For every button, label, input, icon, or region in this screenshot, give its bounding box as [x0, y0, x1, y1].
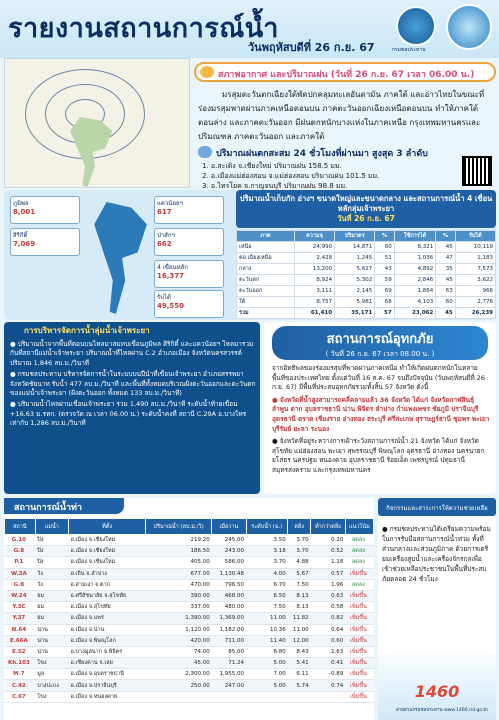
table-cell: วัง: [35, 579, 68, 590]
table-cell: C.67: [5, 691, 36, 702]
dam-card: สิริกิติ์ 7,069: [10, 228, 80, 256]
table-cell: 2,300.00: [146, 669, 212, 680]
table-cell: ยม: [35, 590, 68, 601]
table-cell: Y.3C: [5, 602, 36, 613]
table-cell: 480.00: [212, 602, 246, 613]
table-cell: 711.00: [212, 635, 246, 646]
table-cell: วัง: [35, 568, 68, 579]
table-cell: 0.63: [311, 590, 346, 601]
header-banner: [0, 0, 499, 58]
table-cell: [146, 691, 212, 702]
table-cell: อ.เมือง จ.หนองคาย: [69, 691, 146, 702]
table-cell: [212, 691, 246, 702]
table-cell: อ.เมือง จ.พิษณุโลก: [69, 635, 146, 646]
table-cell: เพิ่มขึ้น: [345, 658, 373, 669]
table-cell: [288, 691, 311, 702]
table-cell: 390.00: [146, 590, 212, 601]
table-cell: G.10: [5, 535, 36, 546]
table-cell: เพิ่มขึ้น: [345, 691, 373, 702]
table-cell: C.42: [5, 680, 36, 691]
table-row: [5, 646, 374, 657]
table-cell: 1.96: [311, 579, 346, 590]
rain-cloud-icon: [198, 146, 212, 158]
reservoir-section: [4, 190, 496, 320]
dam-card: ป่าสักฯ 662: [154, 228, 224, 256]
table-cell: 11.40: [246, 635, 288, 646]
table-cell: 5.74: [288, 680, 311, 691]
table-cell: P.1: [5, 557, 36, 568]
table-row: [5, 635, 374, 646]
table-cell: อ.เถิน จ.ลำปาง: [69, 568, 146, 579]
qr-code-icon[interactable]: [462, 156, 492, 186]
table-cell: อ.เมือง จ.แพร่: [69, 613, 146, 624]
table-cell: 6.50: [246, 590, 288, 601]
table-cell: เพิ่มขึ้น: [345, 635, 373, 646]
side-body: ● กรมชลประทานได้เตรียมความพร้อมในการรับมือสถานการณ์น้ำท่วม ทั้งที่ส่วนกลางและส่วนภูมิภาค ด้วยการเตรียมเครื่องสูบน้ำและเครื่องจักรกลเพื่อเข้าช่วยเหลือประชาชนในพื้นที่ประสบภัยตลอด 24 ชั่วโมง: [382, 525, 491, 583]
table-cell: ปิง: [35, 546, 68, 557]
table-cell: อ.ศรีสัชนาลัย จ.สุโขทัย: [69, 590, 146, 601]
table-cell: 0.20: [311, 535, 346, 546]
table-cell: บางปะกง: [35, 680, 68, 691]
table-cell: Y.37: [5, 613, 36, 624]
table-cell: G.8: [5, 579, 36, 590]
table-cell: 3.70: [246, 557, 288, 568]
table-cell: 3.18: [246, 546, 288, 557]
table-cell: 219.20: [146, 535, 212, 546]
table-cell: 1,120.00: [146, 624, 212, 635]
table-cell: 0.82: [311, 613, 346, 624]
table-cell: [246, 691, 288, 702]
table-cell: 0.64: [311, 624, 346, 635]
table-cell: อ.เมือง จ.เชียงใหม่: [69, 557, 146, 568]
dam-card: 4 เขื่อนหลัก 16,377: [154, 260, 224, 288]
table-cell: 5.00: [246, 680, 288, 691]
table-row: [5, 602, 374, 613]
table-cell: 8.43: [288, 646, 311, 657]
table-cell: ลดลง: [345, 579, 373, 590]
table-cell: 420.00: [146, 635, 212, 646]
table-cell: 470.00: [146, 579, 212, 590]
table-cell: W.3A: [5, 568, 36, 579]
table-cell: 677.00: [146, 568, 212, 579]
table-cell: อ.บางมูลนาก จ.พิจิตร: [69, 646, 146, 657]
table-cell: 1,955.00: [212, 669, 246, 680]
sun-cloud-icon: [200, 66, 214, 78]
station-heading: สถานการณ์น้ำท่า: [4, 498, 124, 514]
report-date: วันพฤหัสบดีที่ 26 ก.ย. 67: [248, 41, 375, 54]
table-cell: อ.สามเงา จ.ตาก: [69, 579, 146, 590]
table-cell: 250.00: [146, 680, 212, 691]
table-row: [5, 579, 374, 590]
dam-card: ภูมิพล 8,001: [10, 196, 80, 224]
table-cell: 586.00: [212, 557, 246, 568]
table-cell: 1,369.00: [212, 613, 246, 624]
table-cell: 186.50: [146, 546, 212, 557]
table-row: รวม 61,410 35,171 57 23,062 45 26,239: [237, 308, 496, 319]
table-row: [5, 658, 374, 669]
table-cell: 0.41: [311, 658, 346, 669]
side-panel: [378, 498, 496, 720]
table-cell: 3.50: [246, 535, 288, 546]
table-row: เหนือ 24,990 14,871 60 8,321 45 10,119: [237, 242, 496, 253]
table-cell: 11.82: [288, 613, 311, 624]
table-cell: 7.00: [246, 669, 288, 680]
table-cell: อ.เมือง จ.เชียงใหม่: [69, 546, 146, 557]
table-cell: 8.13: [288, 602, 311, 613]
table-cell: 4.00: [246, 568, 288, 579]
station-table: สถานี แม่น้ำ ที่ตั้ง ปริมาณน้ำ (ลบ.ม./วิ) เมื่อวาน ระดับน้ำ (ม.) ตลิ่ง ต่ำกว่าตลิ่ง แนวโน้ม G.10 ปิง อ.เมือง จ.เชียงใหม่ 219.20 245.00 3.50 3.70 0.20 ลดลง G.8 ปิง อ.เมือง จ.เชียงใหม่ 186.50 243.00 3.18 3.70 0.52 ลดลง P.1 ปิง อ.เมือง จ.เชียงใหม่ 405.00 586.00 3.70 4.88 1.18 ลดลง W.3A วัง อ.เถิน จ.ลำปาง 677.00 1,130.48 4.00 5.67 0.57 เพิ่มขึ้น G.8 วัง อ.สามเงา จ.ตาก 470.00 796.50 6.70 7.50 1.96 ลดลง W.24 ยม อ.ศรีสัชนาลัย จ.สุโขทัย 390.00 468.00 6.50 8.13 0.63 เพิ่มขึ้น Y.3C ยม อ.เมือง จ.สุโขทัย 337.00 480.00 7.50 8.13 0.58 เพิ่มขึ้น Y.37 ยม อ.เมือง จ.แพร่ 1,390.00 1,369.00 11.00 11.82 0.82 เพิ่มขึ้น N.64 น่าน อ.เมือง จ.น่าน 1,120.00 1,182.00 10.36 11.00 0.64 เพิ่มขึ้น E.66A น่าน อ.เมือง จ.พิษณุโลก 420.00 711.00 11.40 12.00 0.60 เพิ่มขึ้น E.52 น่าน อ.บางมูลนาก จ.พิจิตร 74.00 85.00 6.80 8.43 1.63 เพิ่มขึ้น Kh.103 โขง อ.เชียงคาน จ.เลย 45.00 71.24 5.00 5.41 0.41 เพิ่มขึ้น M.7 มูล อ.เมือง จ.อุบลราชธานี 2,300.00 1,955.00 7.00 6.11 -0.89 เพิ่มขึ้น C.42 บางปะกง อ.เมือง จ.ปราจีนบุรี 250.00 247.00 5.00 5.74 0.74 เพิ่มขึ้น C.67 โขง อ.เมือง จ.หนองคาย เพิ่มขึ้น: [4, 518, 374, 703]
table-cell: 243.00: [212, 546, 246, 557]
table-cell: 1.18: [311, 557, 346, 568]
table-cell: 5.00: [246, 658, 288, 669]
table-cell: โขง: [35, 691, 68, 702]
table-cell: W.24: [5, 590, 36, 601]
table-cell: 45.00: [146, 658, 212, 669]
side-heading: กิจกรรมและสาระการให้ความช่วยเหลือ: [378, 498, 496, 516]
table-cell: 12.00: [288, 635, 311, 646]
table-row: ตะวันตก 8,924 5,302 59 2,846 45 3,622: [237, 275, 496, 286]
table-row: ตอ.เฉียงเหนือ 2,428 1,245 51 1,036 47 1,183: [237, 253, 496, 264]
table-row: กลาง 13,200 5,627 43 4,892 35 7,573: [237, 264, 496, 275]
table-cell: 0.52: [311, 546, 346, 557]
table-cell: -0.89: [311, 669, 346, 680]
flood-heading: สถานการณ์อุทกภัย ( วันที่ 26 ก.ย. 67 เวลา 08.00 น. ): [272, 326, 488, 360]
table-cell: 6.11: [288, 669, 311, 680]
table-cell: อ.เมือง จ.เชียงใหม่: [69, 535, 146, 546]
table-cell: 5.67: [288, 568, 311, 579]
table-cell: 1,390.00: [146, 613, 212, 624]
table-cell: น่าน: [35, 624, 68, 635]
table-cell: 7.50: [288, 579, 311, 590]
table-cell: Kh.103: [5, 658, 36, 669]
table-cell: E.52: [5, 646, 36, 657]
table-cell: อ.เมือง จ.อุบลราชธานี: [69, 669, 146, 680]
table-cell: 1.63: [311, 646, 346, 657]
rid-logo-icon: [396, 6, 436, 46]
table-cell: 5.41: [288, 658, 311, 669]
table-cell: 74.00: [146, 646, 212, 657]
table-row: [5, 680, 374, 691]
flood-body: จากอิทธิพลของร่องมรสุมที่พาดผ่านภาคเหนือ ทำให้เกิดฝนตกหนักในหลายพื้นที่ของประเทศไทย ตั้งแต่วันที่ 16 ส.ค. 67 จนถึงปัจจุบัน (วันพฤหัสบดีที่ 26 ก.ย. 67) มีพื้นที่ประสบอุทกภัยรวมทั้งสิ้น 57 จังหวัด ดังนี้ ● จังหวัดที่น้ำสูงสามารถคลี่คลายแล้ว 36 จังหวัด ได้แก่ จังหวัดกาฬสินธุ์ ลำพูน ตาก อุบลราชธานี น่าน พิจิตร ลำปาง กำแพงเพชร ชัยภูมิ ปราจีนบุรี อุดรธานี ตราด เชียงราย อ่างทอง สระบุรี ศรีสะเกษ สุราษฎร์ธานี ชุมพร พะเยา บุรีรัมย์ ยะลา ระนอง ● จังหวัดที่อยู่ระหว่างการเฝ้าระวังสถานการณ์น้ำ 21 จังหวัด ได้แก่ จังหวัดสุโขทัย แม่ฮ่องสอน พะเยา สุพรรณบุรี พิษณุโลก อุดรธานี อ่างทอง นครนายก ยโสธร นครปฐม หนองคาย อุบลราชธานี ร้อยเอ็ด เพชรบูรณ์ ปทุมธานี สมุทรสงคราม และกรุงเทพมหานคร: [272, 364, 490, 474]
station-section: [4, 498, 374, 720]
table-cell: เพิ่มขึ้น: [345, 602, 373, 613]
table-row: [5, 669, 374, 680]
table-row: [5, 557, 374, 568]
table-cell: เพิ่มขึ้น: [345, 613, 373, 624]
table-cell: 1,182.00: [212, 624, 246, 635]
table-cell: 337.00: [146, 602, 212, 613]
table-cell: 247.00: [212, 680, 246, 691]
table-cell: 8.13: [288, 590, 311, 601]
weather-heading: สภาพอากาศ และปริมาณฝน (วันที่ 26 ก.ย. 67 เวลา 06.00 น.): [194, 62, 496, 82]
table-row: [5, 590, 374, 601]
table-row: [5, 546, 374, 557]
table-cell: ลดลง: [345, 535, 373, 546]
table-cell: 405.00: [146, 557, 212, 568]
table-cell: 10.36: [246, 624, 288, 635]
table-cell: 0.60: [311, 635, 346, 646]
rain-item: 1. อ.สะเดิง จ.เชียงใหม่ ปริมาณฝน 158.5 มม.: [202, 162, 342, 170]
table-cell: N.64: [5, 624, 36, 635]
table-cell: 0.74: [311, 680, 346, 691]
table-cell: น่าน: [35, 635, 68, 646]
table-cell: 6.70: [246, 579, 288, 590]
table-cell: มูล: [35, 669, 68, 680]
table-row: [5, 691, 374, 702]
table-cell: M.7: [5, 669, 36, 680]
table-row: [5, 624, 374, 635]
table-cell: อ.เมือง จ.สุโขทัย: [69, 602, 146, 613]
chao-phraya-heading: การบริหารจัดการน้ำลุ่มน้ำเจ้าพระยา: [24, 326, 150, 335]
table-cell: ยม: [35, 602, 68, 613]
dam-card: รับได้ 49,550: [154, 290, 224, 318]
table-cell: เพิ่มขึ้น: [345, 590, 373, 601]
dam-map: [4, 190, 234, 320]
reservoir-title: ปริมาณน้ำเก็บกัก อ่างฯ ขนาดใหญ่และขนาดกลาง และสถานการณ์น้ำ 4 เขื่อนหลักลุ่มเจ้าพระยา วันที่ 26 ก.ย. 67: [236, 190, 496, 228]
table-cell: โขง: [35, 658, 68, 669]
table-cell: 6.80: [246, 646, 288, 657]
reservoir-table: ภาค ความจุ ปริมาตร % ใช้การได้ % รับได้ เหนือ 24,990 14,871 60 8,321 45 10,119 ตอ.เฉียงเหนือ 2,428 1,245 51 1,036 47 1,183 กลาง 13,200 5,627 43 4,892 35 7,573 ตะวันตก 8,924 5,302 59 2,846 45 3,622 ตะวันออก 3,111 2,145 69 1,864 63 966 ใต้ 8,757 5,981 68 4,103 60 2,776 รวม 61,410 35,171 57 23,062 45 26,239: [236, 230, 496, 319]
table-cell: 1,130.48: [212, 568, 246, 579]
dam-card: แควน้อยฯ 617: [154, 196, 224, 224]
table-cell: 468.00: [212, 590, 246, 601]
rain-list: [202, 161, 379, 191]
table-cell: G.8: [5, 546, 36, 557]
table-cell: ลดลง: [345, 557, 373, 568]
table-row: ใต้ 8,757 5,981 68 4,103 60 2,776: [237, 297, 496, 308]
page-title: รายงานสถานการณ์น้ำ: [8, 13, 279, 44]
table-cell: เพิ่มขึ้น: [345, 680, 373, 691]
table-cell: 11.00: [288, 624, 311, 635]
table-row: [5, 613, 374, 624]
hotline-number[interactable]: 1460: [414, 682, 460, 701]
table-cell: ปิง: [35, 557, 68, 568]
table-cell: 3.70: [288, 546, 311, 557]
table-cell: 4.88: [288, 557, 311, 568]
table-cell: เพิ่มขึ้น: [345, 646, 373, 657]
table-cell: 245.00: [212, 535, 246, 546]
chao-phraya-body: ● ปริมาณน้ำจากพื้นที่ตอนบนไหลมาสมทบเขื่อนภูมิพล สิริกิติ์ และแควน้อยฯ ไหลมารวมกันที่สถานีแม่น้ำเจ้าพระยา ปริมาณน้ำที่ไหลผ่าน C.2 อำเภอเมือง จังหวัดนครสวรรค์ ปริมาณ 1,846 ลบ.ม./วินาที ● กรมชลประทาน บริหารจัดการน้ำในระบบบนปีนำที่เขื่อนเจ้าพระยา อำเภอสรรพยา จังหวัดชัยนาท รับน้ำ 477 ลบ.ม./วินาที และพื้นที่ทั้งหมดบริเวณฝั่งตะวันออกและตะวันตกของแม่น้ำเจ้าพระยา (ฝั่งตะวันออก ทั้งหมด 133 ลบ.ม./วินาที) ● ปริมาณน้ำไหลผ่านเขื่อนเจ้าพระยา รวม 1,490 ลบ.ม./วินาที ระดับน้ำท้ายเขื่อน +16.63 ม.รทก. (ตรวจวัด ณ เวลา 06.00 น.) ระดับน้ำคงที่ สถานี C.29A อ.บางไทร เท่ากับ 1,286 ลบ.ม./วินาที: [10, 340, 256, 428]
table-cell: เพิ่มขึ้น: [345, 568, 373, 579]
table-cell: อ.เมือง จ.น่าน: [69, 624, 146, 635]
table-cell: 71.24: [212, 658, 246, 669]
table-row: ตะวันออก 3,111 2,145 69 1,864 63 966: [237, 286, 496, 297]
table-cell: ลดลง: [345, 546, 373, 557]
table-cell: [311, 691, 346, 702]
table-row: [5, 535, 374, 546]
table-cell: 3.70: [288, 535, 311, 546]
table-cell: 0.58: [311, 602, 346, 613]
weather-panel: [194, 58, 496, 188]
table-cell: อ.เชียงคาน จ.เลย: [69, 658, 146, 669]
chao-phraya-panel: [4, 322, 260, 494]
water-drop-logo-icon: [446, 4, 492, 50]
table-cell: อ.เมือง จ.ปราจีนบุรี: [69, 680, 146, 691]
table-cell: น่าน: [35, 646, 68, 657]
flood-panel: [264, 322, 496, 494]
rain-item: 2. อ.เมืองแม่ฮ่องสอน จ.แม่ฮ่องสอน ปริมาณฝน 101.5 มม.: [202, 172, 380, 180]
org-label: กรมชลประทาน: [392, 47, 426, 53]
table-cell: 7.50: [246, 602, 288, 613]
weather-body: มรสุมตะวันตกเฉียงใต้พัดปกคลุมทะเลอันดามัน ภาคใต้ และอ่าวไทยในขณะที่ร่องมรสุมพาดผ่านภาคเหนือตอนบน ภาคตะวันออกเฉียงเหนือตอนบน ทำให้ภาคใต้ตอนล่าง และภาคตะวันออก มีฝนตกหนักบางแห่งในภาคเหนือ กรุงเทพมหานครและปริมณฑล ภาคตะวันออก และภาคใต้: [198, 90, 485, 141]
table-row: [5, 568, 374, 579]
hotline-sub: สายด่วนกรมชลประทาน www.1460.rid.go.th: [396, 708, 488, 713]
table-cell: 11.00: [246, 613, 288, 624]
table-cell: E.66A: [5, 635, 36, 646]
weather-map: [4, 58, 190, 188]
table-cell: ปิง: [35, 535, 68, 546]
reservoir-panel: [236, 190, 496, 320]
table-cell: เพิ่มขึ้น: [345, 669, 373, 680]
rain-item: 3. อ.ไทรโยค จ.กาญจนบุรี ปริมาณฝน 98.8 มม.: [202, 182, 348, 190]
table-cell: 796.50: [212, 579, 246, 590]
rain-heading: ปริมาณฝนตกสะสม 24 ชั่วโมงที่ผ่านมา สูงสุด 3 ลำดับ: [198, 146, 428, 160]
table-cell: 85.00: [212, 646, 246, 657]
table-cell: ยม: [35, 613, 68, 624]
table-cell: 0.57: [311, 568, 346, 579]
table-cell: เพิ่มขึ้น: [345, 624, 373, 635]
thailand-map: [88, 202, 150, 314]
